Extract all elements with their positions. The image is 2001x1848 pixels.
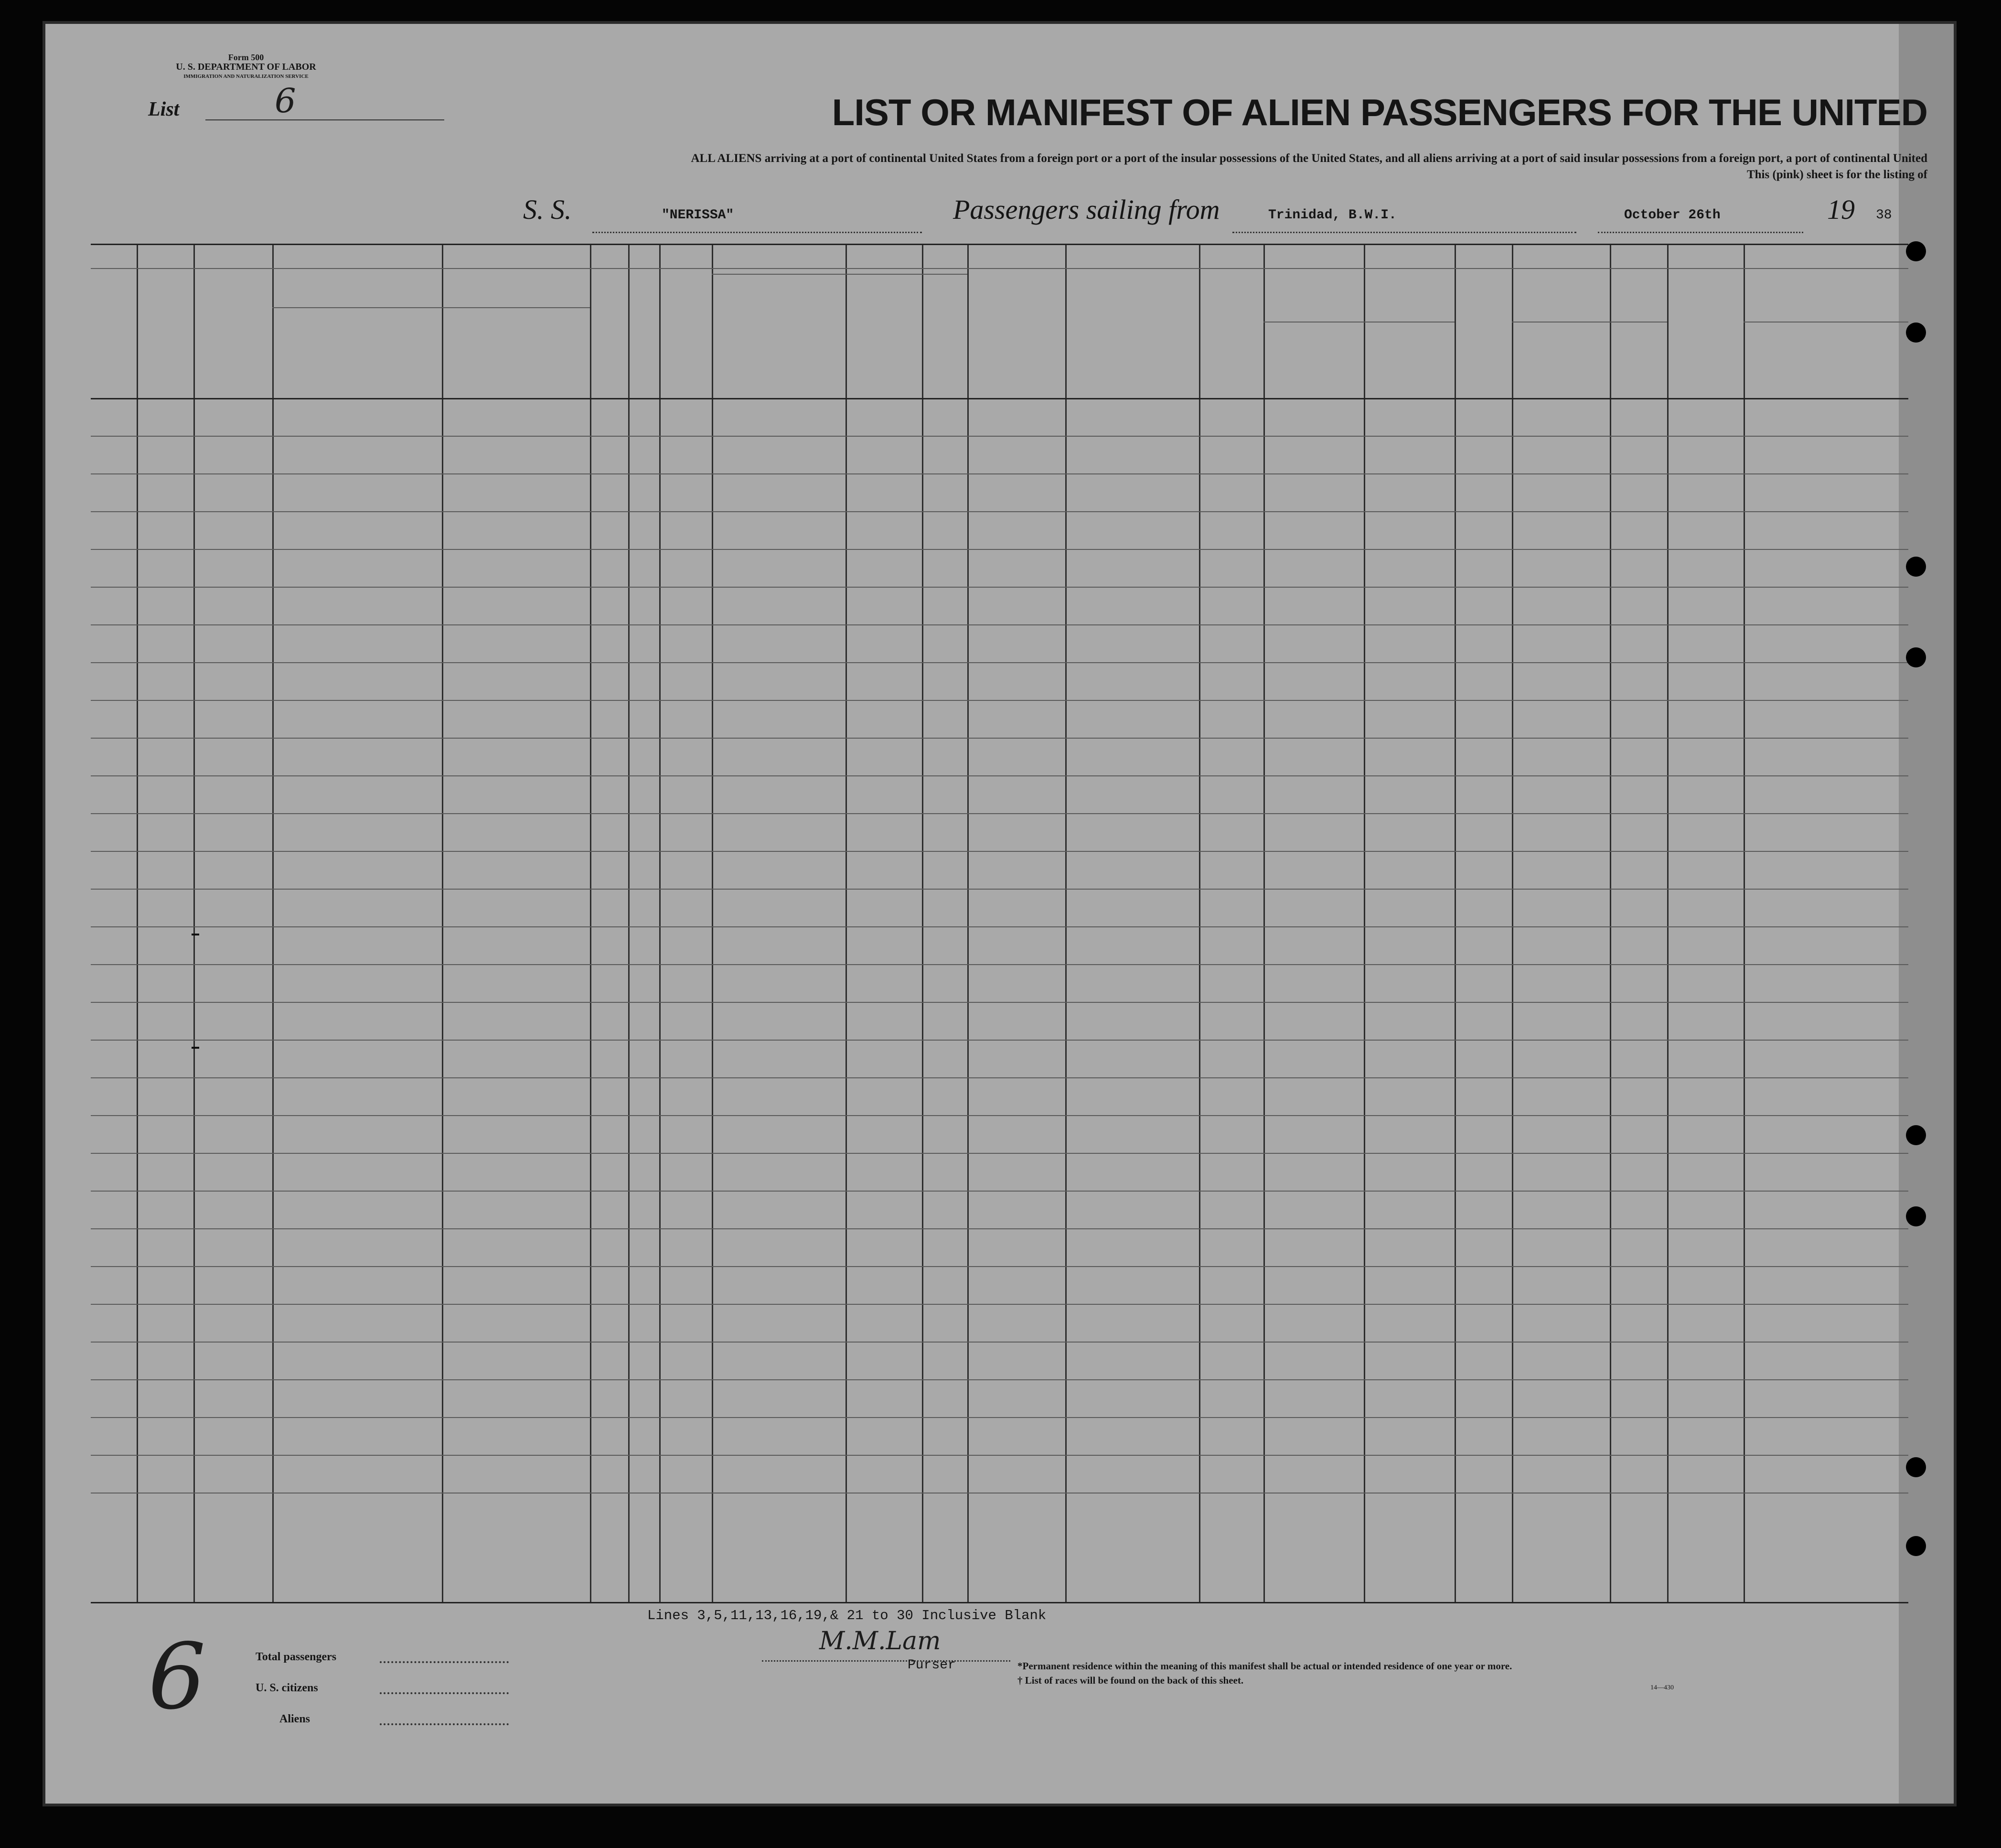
row-rule	[91, 1040, 1908, 1041]
row-rule	[91, 813, 1908, 814]
punch-hole	[1906, 557, 1926, 577]
column-rule	[712, 245, 713, 1602]
row-rule	[91, 775, 1908, 776]
row-rule	[91, 1115, 1908, 1116]
column-rule	[1744, 245, 1745, 1602]
sailing-label: Passengers sailing from	[953, 194, 1220, 225]
purser-label: Purser	[908, 1658, 956, 1673]
purser-signature: M.M.Lam	[819, 1627, 941, 1655]
handwritten-six: 6	[148, 1624, 206, 1730]
head-tax-stamp	[192, 934, 199, 935]
year-prefix: 19	[1827, 194, 1855, 225]
row-rule	[91, 473, 1908, 474]
head-tax-stamp	[192, 1047, 199, 1049]
manifest-sheet	[45, 24, 1954, 1804]
row-rule	[91, 1304, 1908, 1305]
punch-hole	[1906, 1536, 1926, 1556]
row-rule	[91, 549, 1908, 550]
department: U. S. DEPARTMENT OF LABOR	[176, 62, 316, 72]
subheader-rule	[272, 307, 590, 308]
row-rule	[91, 624, 1908, 625]
row-rule	[91, 1228, 1908, 1229]
row-rule	[91, 700, 1908, 701]
footnote-races: † List of races will be found on the back of this sheet.	[1017, 1675, 1244, 1686]
row-rule	[91, 1455, 1908, 1456]
row-rule	[91, 964, 1908, 965]
us-citizens-label: U. S. citizens	[256, 1682, 318, 1694]
column-rule	[967, 245, 969, 1602]
row-rule	[91, 1379, 1908, 1380]
service: IMMIGRATION AND NATURALIZATION SERVICE	[183, 74, 309, 79]
column-rule	[137, 245, 138, 1602]
total-dots	[380, 1661, 509, 1663]
form-code: 14—430	[1650, 1684, 1674, 1691]
sailing-port: Trinidad, B.W.I.	[1268, 208, 1397, 223]
column-rule	[1263, 245, 1265, 1602]
row-rule	[91, 436, 1908, 437]
form-header	[146, 53, 346, 81]
column-rule	[659, 245, 661, 1602]
subtitle-1: ALL ALIENS arriving at a port of continental United States from a foreign port or a port of the insular possessions of the United States, and all aliens arriving at a port of said insular possessions from a foreign port, a port of continental United	[691, 152, 1927, 165]
column-rule	[442, 245, 443, 1602]
column-rule	[628, 245, 630, 1602]
row-rule	[91, 511, 1908, 512]
punch-hole	[1906, 1206, 1926, 1226]
column-rule	[1364, 245, 1365, 1602]
row-rule	[91, 1266, 1908, 1267]
total-passengers-label: Total passengers	[256, 1651, 337, 1663]
column-rule	[1512, 245, 1513, 1602]
subtitle-2: This (pink) sheet is for the listing of	[1746, 168, 1927, 181]
row-rule	[91, 889, 1908, 890]
row-rule	[91, 926, 1908, 927]
punch-hole	[1906, 1125, 1926, 1145]
header-rule	[91, 268, 1908, 269]
list-number: 6	[275, 81, 296, 120]
column-rule	[590, 245, 591, 1602]
aliens-label: Aliens	[279, 1713, 310, 1725]
column-rule	[1199, 245, 1200, 1602]
form-number: Form 500	[228, 53, 264, 62]
punch-hole	[1906, 241, 1926, 261]
column-rule	[1455, 245, 1456, 1602]
punch-hole	[1906, 647, 1926, 667]
row-rule	[91, 851, 1908, 852]
row-rule	[91, 1342, 1908, 1343]
column-rule	[193, 245, 195, 1602]
blank-lines-note: Lines 3,5,11,13,16,19,& 21 to 30 Inclusive Blank	[647, 1608, 1047, 1623]
row-rule	[91, 1191, 1908, 1192]
ship-underline	[592, 232, 922, 233]
subheader-rule	[712, 274, 967, 275]
us-dots	[380, 1692, 509, 1694]
row-rule	[91, 1077, 1908, 1078]
row-rule	[91, 587, 1908, 588]
year-suffix: 38	[1876, 208, 1892, 223]
punch-hole	[1906, 322, 1926, 343]
passenger-table	[91, 244, 1908, 1603]
ss-label: S. S.	[523, 194, 572, 225]
punch-hole	[1906, 1457, 1926, 1477]
purser-line	[762, 1660, 1010, 1662]
column-rule	[1065, 245, 1067, 1602]
row-rule	[91, 1417, 1908, 1418]
ship-name: "NERISSA"	[662, 208, 734, 223]
date-underline	[1598, 232, 1803, 233]
row-rule	[91, 1153, 1908, 1154]
header-bottom-rule	[91, 398, 1908, 399]
list-label: List	[148, 98, 180, 120]
row-rule	[91, 1002, 1908, 1003]
column-rule	[845, 245, 847, 1602]
column-rule	[272, 245, 274, 1602]
column-rule	[1667, 245, 1669, 1602]
column-rule	[1610, 245, 1611, 1602]
row-rule	[91, 738, 1908, 739]
list-underline	[205, 119, 444, 120]
port-underline	[1232, 232, 1576, 233]
footnote-residence: *Permanent residence within the meaning of this manifest shall be actual or intended residence of one year or more.	[1017, 1660, 1512, 1672]
column-rule	[922, 245, 923, 1602]
sailing-date: October 26th	[1624, 208, 1721, 223]
row-rule	[91, 662, 1908, 663]
alien-dots	[380, 1723, 509, 1725]
page-title: LIST OR MANIFEST OF ALIEN PASSENGERS FOR THE UNITED	[832, 91, 1927, 133]
